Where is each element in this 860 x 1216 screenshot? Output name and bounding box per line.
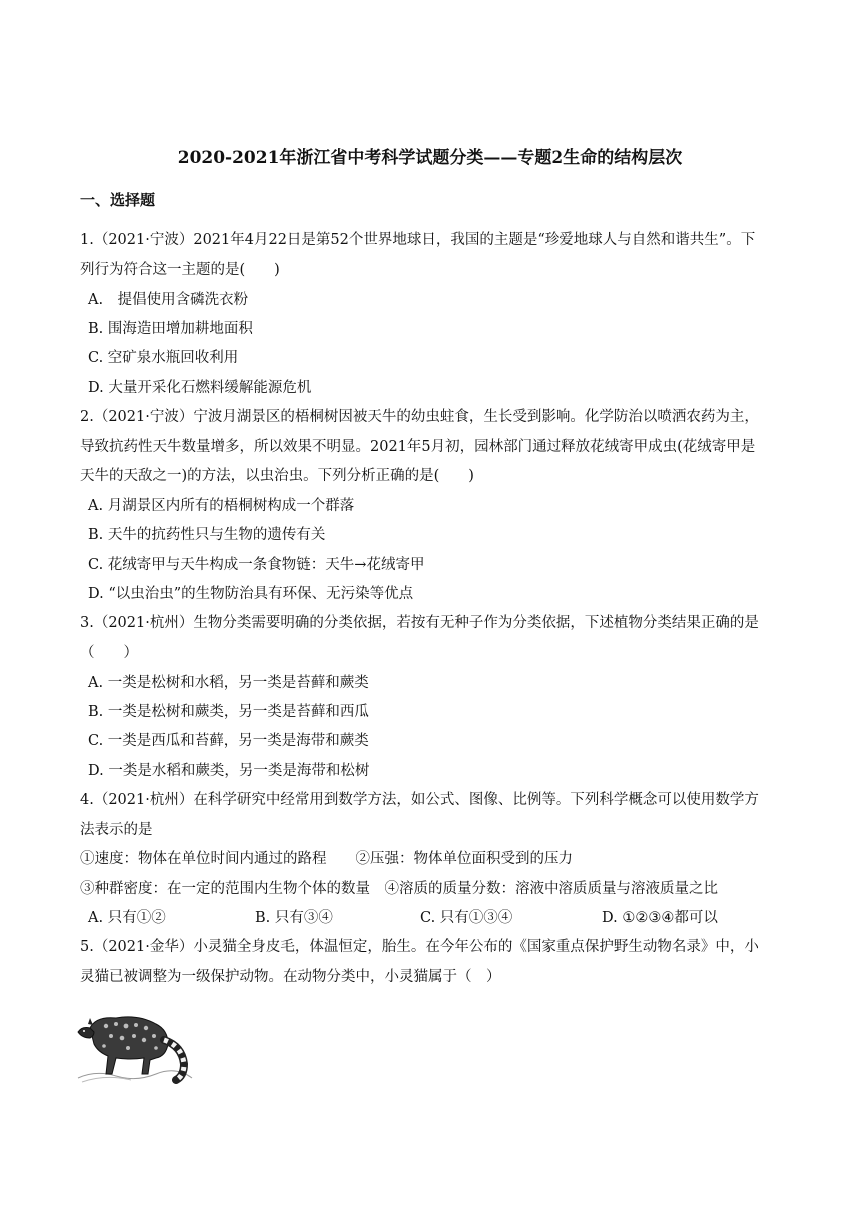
question-1-option-d: D. 大量开采化石燃料缓解能源危机 [88, 380, 312, 396]
question-2-line-3: 天牛的天敌之一)的方法，以虫治虫。下列分析正确的是( ) [80, 468, 474, 484]
question-4-line-3: ①速度：物体在单位时间内通过的路程 ②压强：物体单位面积受到的压力 [80, 851, 573, 867]
question-4-line-1: 4.（2021·杭州）在科学研究中经常用到数学方法，如公式、图像、比例等。下列科学概念可以使用数学方 [80, 792, 759, 808]
question-3-line-2: （ ） [80, 645, 138, 661]
question-2-line-1: 2.（2021·宁波）宁波月湖景区的梧桐树因被天牛的幼虫蛀食，生长受到影响。化学防治以喷洒农药为主， [80, 409, 759, 425]
question-1-option-b: B. 围海造田增加耕地面积 [88, 321, 253, 337]
question-5-line-2: 灵猫已被调整为一级保护动物。在动物分类中，小灵猫属于（ ） [80, 969, 501, 985]
question-3-option-c: C. 一类是西瓜和苔藓，另一类是海带和蕨类 [88, 733, 369, 749]
question-3-option-a: A. 一类是松树和水稻，另一类是苔藓和蕨类 [88, 675, 369, 691]
question-4-option-c: C. 只有①③④ [420, 910, 513, 926]
question-1-line-2: 列行为符合这一主题的是( ) [80, 262, 280, 278]
question-2-option-d: D. “以虫治虫”的生物防治具有环保、无污染等优点 [88, 586, 414, 602]
question-1-option-c: C. 空矿泉水瓶回收利用 [88, 350, 239, 366]
question-2-option-b: B. 天牛的抗药性只与生物的遗传有关 [88, 527, 326, 543]
question-2-option-a: A. 月湖景区内所有的梧桐树构成一个群落 [88, 498, 355, 514]
section-heading: 一、选择题 [80, 191, 156, 209]
question-3-line-1: 3.（2021·杭州）生物分类需要明确的分类依据，若按有无种子作为分类依据，下述植物分类结果正确的是 [80, 615, 759, 631]
question-3-option-b: B. 一类是松树和蕨类，另一类是苔藓和西瓜 [88, 704, 369, 720]
question-4-line-2: 法表示的是 [80, 822, 153, 838]
question-4-option-b: B. 只有③④ [255, 910, 333, 926]
question-1-option-a: A. 提倡使用含磷洗衣粉 [88, 292, 249, 308]
question-2-line-2: 导致抗药性天牛数量增多，所以效果不明显。2021年5月初，园林部门通过释放花绒寄甲成虫(花绒寄甲是 [80, 439, 756, 455]
civet-illustration [76, 1000, 194, 1084]
question-2-option-c: C. 花绒寄甲与天牛构成一条食物链：天牛→花绒寄甲 [88, 557, 425, 573]
question-3-option-d: D. 一类是水稻和蕨类，另一类是海带和松树 [88, 763, 370, 779]
question-5-line-1: 5.（2021·金华）小灵猫全身皮毛，体温恒定，胎生。在今年公布的《国家重点保护野生动物名录》中，小 [80, 939, 759, 955]
question-4-option-d: D. ①②③④都可以 [602, 910, 718, 926]
question-1-line-1: 1.（2021·宁波）2021年4月22日是第52个世界地球日，我国的主题是“珍爱地球人与自然和谐共生”。下 [80, 232, 756, 248]
question-4-line-4: ③种群密度：在一定的范围内生物个体的数量 ④溶质的质量分数：溶液中溶质质量与溶液质量之比 [80, 881, 718, 897]
question-4-option-a: A. 只有①② [88, 910, 166, 926]
document-title: 2020-2021年浙江省中考科学试题分类——专题2生命的结构层次 [177, 148, 683, 168]
